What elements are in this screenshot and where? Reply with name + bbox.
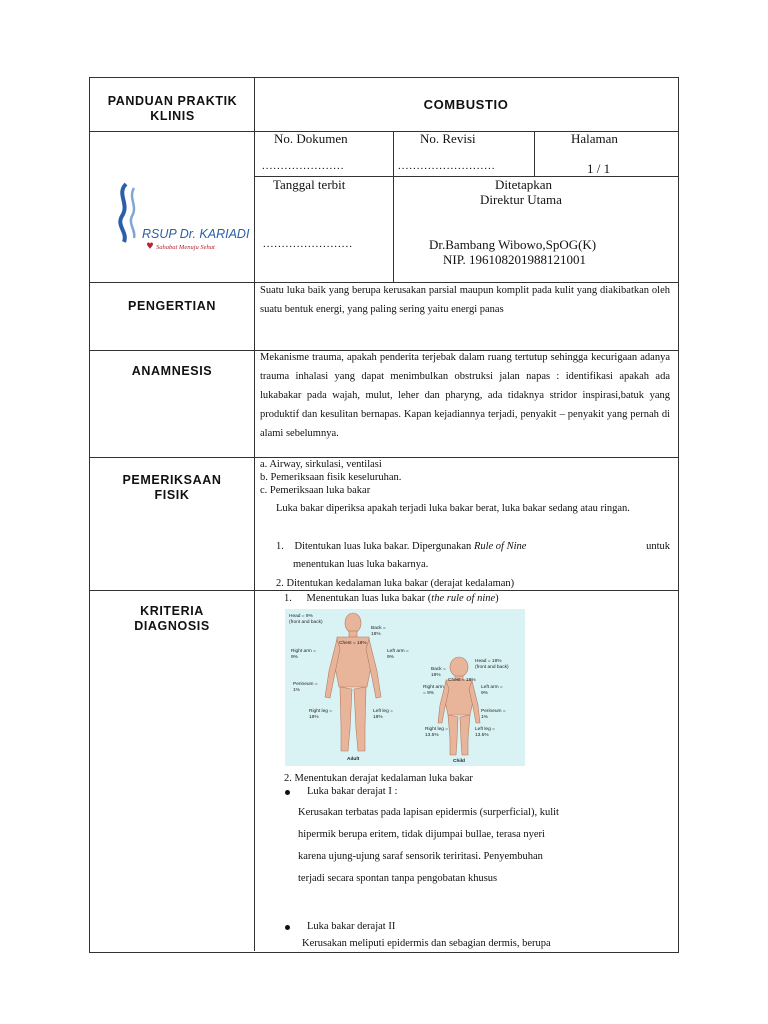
rule-of-nine-figure <box>285 609 525 766</box>
child-back-label: Back = 18% <box>431 667 446 678</box>
column-divider <box>393 176 394 282</box>
pemeriksaan-label-line2: FISIK <box>154 488 190 502</box>
pemeriksaan-paragraph: Luka bakar diperiksa apakah terjadi luka bakar berat, luka bakar sedang atau ringan. <box>276 503 630 514</box>
direktur-label: Direktur Utama <box>480 192 562 207</box>
document-title: COMBUSTIO <box>423 97 509 112</box>
pemeriksaan-label-line1: PEMERIKSAAN <box>122 473 222 487</box>
kriteria-label-line2: DIAGNOSIS <box>134 619 210 633</box>
column-divider <box>534 131 535 176</box>
item1-text: Menentukan luas luka bakar ( <box>306 593 432 604</box>
logo-tagline: Sahabat Menuju Sehat <box>156 244 215 251</box>
signatory-nip: NIP. 196108201988121001 <box>443 252 587 267</box>
child-left-arm-label: Left arm = 9% <box>481 685 503 696</box>
pengertian-text: Suatu luka baik yang berupa kerusakan parsial maupun komplit pada kulit yang diakibatkan oleh suatu bentuk energi, yang paling sering yaitu energi panas <box>260 285 670 315</box>
anamnesis-label: ANAMNESIS <box>131 364 213 378</box>
pengertian-label: PENGERTIAN <box>128 299 216 313</box>
kriteria-label <box>90 604 254 634</box>
anamnesis-text: Mekanisme trauma, apakah penderita terjebak dalam ruang tertutup sehingga kecurigaan adanya trauma inhalasi yang dapat menimbulkan obstruksi jalan napas : identifikasi apakah ada lukabakar pada wajah, mulut, leher dan pharyng, ada tidaknya stridor inspirasi,batuk yang produktif dan kesulitan bernapas. Kapan kejadiannya terjadi, penyakit – penyakit yang pernah di alami sebelumnya. <box>260 352 670 439</box>
kriteria-label-line1: KRITERIA <box>140 604 204 618</box>
column-divider <box>254 77 255 951</box>
child-right-leg-label: Right leg = 13.5% <box>425 727 449 738</box>
bullet2-line: Kerusakan meliputi epidermis dan sebagian dermis, berupa <box>302 938 551 949</box>
list-item: b. Pemeriksaan fisik keseluruhan. <box>260 472 402 483</box>
signatory-name: Dr.Bambang Wibowo,SpOG(K) <box>429 237 597 252</box>
bullet-icon <box>285 790 290 795</box>
pemeriksaan-step1-line2: menentukan luas luka bakarnya. <box>293 559 429 570</box>
tanggal-terbit-label: Tanggal terbit <box>273 177 346 192</box>
child-right-arm-label: Right arm = 9% <box>423 685 444 696</box>
ditetapkan-label: Ditetapkan <box>495 177 553 192</box>
adult-chest-label: Chest = 18% <box>339 641 367 646</box>
step1-post: untuk <box>646 541 670 552</box>
bullet-icon <box>285 925 290 930</box>
list-item: c. Pemeriksaan luka bakar <box>260 485 371 496</box>
logo-mark-icon <box>114 180 250 258</box>
bullet1-line: hipermik berupa eritem, tidak dijumpai bullae, terasa nyeri <box>298 829 545 840</box>
list-item: a. Airway, sirkulasi, ventilasi <box>260 459 382 470</box>
item1-close: ) <box>495 593 499 604</box>
logo-text: RSUP Dr. KARIADI <box>142 227 250 241</box>
halaman-value: 1 / 1 <box>587 161 611 176</box>
tanggal-terbit-value: ........................ <box>263 238 353 250</box>
adult-right-leg-label: Right leg = 18% <box>309 709 333 720</box>
adult-head-label: Head = 9% (front and back) <box>289 614 323 625</box>
rule-of-nine-em: the rule of nine <box>431 593 496 604</box>
child-left-leg-label: Left leg = 13.5% <box>475 727 495 738</box>
no-revisi-label: No. Revisi <box>420 131 476 146</box>
bullet1-line: karena ujung-ujung saraf sensorik teriritasi. Penyembuhan <box>298 851 543 862</box>
adult-caption: Adult <box>347 757 360 762</box>
child-perineum-label: Perineum = 1% <box>481 709 506 720</box>
bullet1-line: terjadi secara spontan tanpa pengobatan khusus <box>298 873 498 884</box>
item1-number: 1. <box>284 593 292 604</box>
kriteria-item1 <box>284 589 499 608</box>
kriteria-item2: 2. Menentukan derajat kedalaman luka bakar <box>284 773 473 784</box>
bullet1-body <box>298 802 559 890</box>
rule-of-nine-text: Rule of Nine <box>473 541 527 552</box>
adult-left-arm-label: Left arm = 9% <box>387 649 409 660</box>
adult-back-label: Back = 18% <box>371 626 386 637</box>
hospital-logo <box>114 180 250 258</box>
child-caption: Child <box>453 759 465 764</box>
step1-text: Ditentukan luas luka bakar. Dipergunakan <box>294 541 472 552</box>
pemeriksaan-step2: 2. Ditentukan kedalaman luka bakar (derajat kedalaman) <box>276 578 515 589</box>
pemeriksaan-items <box>260 458 401 497</box>
column-divider <box>393 131 394 176</box>
pemeriksaan-step1 <box>276 537 670 556</box>
child-head-label: Head = 18% (front and back) <box>475 659 509 670</box>
child-chest-label: Chest = 18% <box>448 678 476 683</box>
doc-type-label: PANDUAN PRAKTIK KLINIS <box>107 94 238 123</box>
halaman-label: Halaman <box>571 131 618 146</box>
adult-left-leg-label: Left leg = 18% <box>373 709 393 720</box>
step1-number: 1. <box>276 541 284 552</box>
bullet1-line: Kerusakan terbatas pada lapisan epidermis (surperficial), kulit <box>298 807 559 818</box>
bullet2-title: Luka bakar derajat II <box>307 921 396 932</box>
no-revisi-value: .......................... <box>398 160 496 172</box>
adult-perineum-label: Perineum = 1% <box>293 682 318 693</box>
adult-right-arm-label: Right arm = 9% <box>291 649 316 660</box>
pemeriksaan-label <box>90 473 254 503</box>
no-dokumen-value: ...................... <box>262 160 345 172</box>
bullet1-title: Luka bakar derajat I : <box>307 786 398 797</box>
no-dokumen-label: No. Dokumen <box>274 131 348 146</box>
